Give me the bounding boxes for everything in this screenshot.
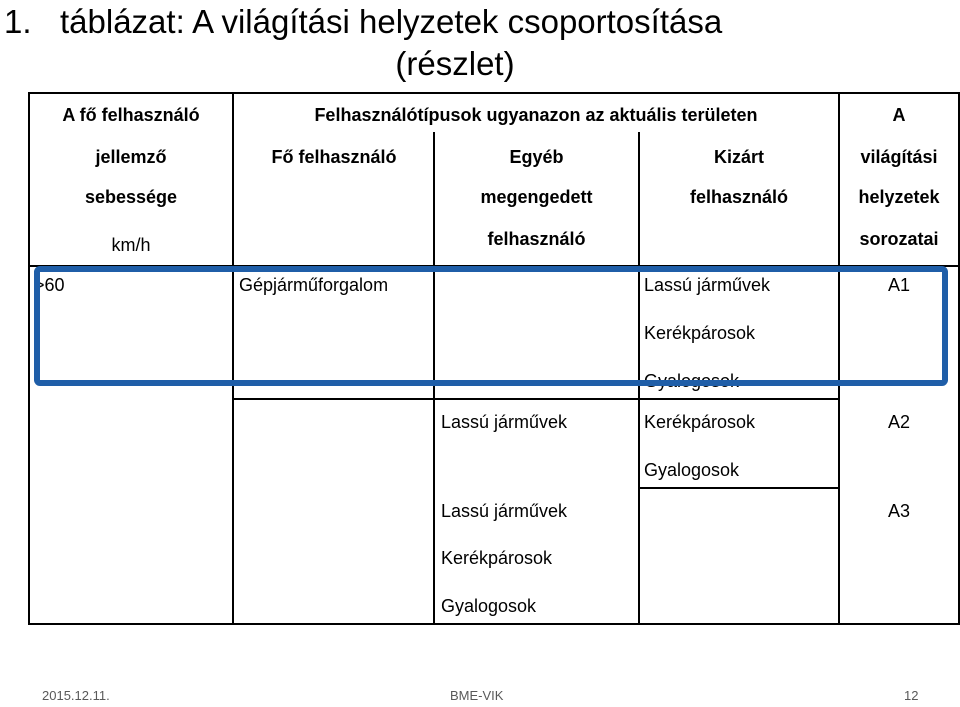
- footer-date: 2015.12.11.: [42, 688, 110, 703]
- title-line-1: [0, 4, 960, 40]
- speed-value: >60: [34, 275, 65, 295]
- row2-excluded-1: Kerékpárosok: [644, 412, 756, 432]
- header-excluded-line1: Kizárt: [713, 147, 764, 167]
- row2-excluded-2: Gyalogosok: [644, 460, 740, 480]
- header-speed-line1: A fő felhasználó: [62, 105, 200, 125]
- header-user-types: Felhasználótípusok ugyanazon az aktuális területen: [314, 105, 758, 125]
- header-series-line2: világítási: [860, 147, 938, 167]
- title-number: 1.: [4, 3, 32, 40]
- row3-other-2: Kerékpárosok: [441, 548, 553, 568]
- row1-excluded-3: Gyalogosok: [644, 371, 740, 391]
- header-excluded-line2: felhasználó: [689, 187, 789, 207]
- header-other-line1: Egyéb: [509, 147, 564, 167]
- header-other-line2: megengedett: [480, 187, 593, 207]
- title-line-2: (részlet): [395, 45, 515, 82]
- header-speed-unit: km/h: [111, 235, 151, 255]
- header-speed-line3: sebessége: [84, 187, 178, 207]
- row2-other: Lassú járművek: [441, 412, 568, 432]
- header-series-line3: helyzetek: [858, 187, 940, 207]
- header-series-line4: sorozatai: [859, 229, 939, 249]
- header-main-user: Fő felhasználó: [271, 147, 397, 167]
- header-speed-line2: jellemző: [95, 147, 167, 167]
- header-other-line3: felhasználó: [487, 229, 586, 249]
- row-highlight-box: [34, 266, 948, 386]
- row2-code: A2: [887, 412, 911, 432]
- main-user-value: Gépjárműforgalom: [239, 275, 389, 295]
- footer-org: BME-VIK: [450, 688, 504, 703]
- footer-page-number: 12: [904, 688, 919, 703]
- header-series-line1: A: [892, 105, 906, 125]
- row3-code: A3: [887, 501, 911, 521]
- row1-excluded-2: Kerékpárosok: [644, 323, 756, 343]
- row3-other-3: Gyalogosok: [441, 596, 537, 616]
- row3-other-1: Lassú járművek: [441, 501, 568, 521]
- row1-code: A1: [887, 275, 911, 295]
- row1-excluded-1: Lassú járművek: [644, 275, 771, 295]
- title-text: táblázat: A világítási helyzetek csoportosítása: [60, 3, 723, 40]
